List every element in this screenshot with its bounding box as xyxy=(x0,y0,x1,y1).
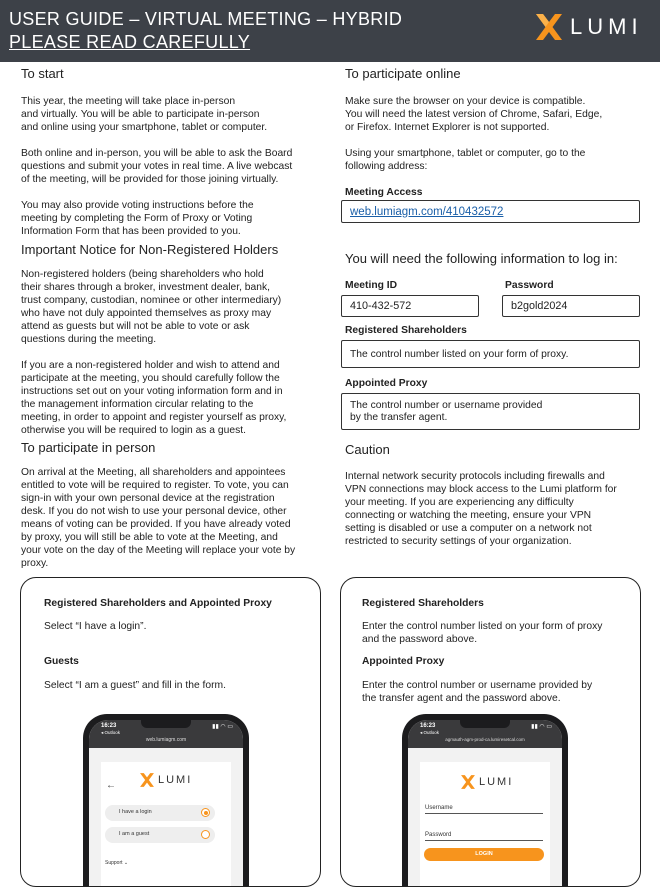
phone-lumi-logo: LUMI xyxy=(460,774,513,790)
header-banner xyxy=(0,0,660,62)
logo-text: LUMI xyxy=(570,14,643,39)
in-person-heading: To participate in person xyxy=(21,440,156,455)
card-left-title: Registered Shareholders and Appointed Proxy xyxy=(44,598,272,609)
option-have-login[interactable]: I have a login xyxy=(105,805,215,821)
card-left-text2: Select “I am a guest” and fill in the form. xyxy=(44,680,226,691)
meeting-access-box xyxy=(341,200,640,223)
notice-p1: Non-registered holders (being shareholders who hold their shares through a broker, investment dealer, bank, trust company, custodian, nominee or other intermediary) who have not duly appointed themselves as proxy may attend as guests but will not be able to vote or ask questions during the meeting. xyxy=(21,269,282,345)
notice-heading: Important Notice for Non-Registered Holders xyxy=(21,242,279,257)
card-left-guests-title: Guests xyxy=(44,656,79,667)
meeting-access-link[interactable]: web.lumiagm.com/410432572 xyxy=(350,205,504,218)
to-start-heading: To start xyxy=(21,66,64,81)
meeting-access-label: Meeting Access xyxy=(345,187,423,198)
registered-label: Registered Shareholders xyxy=(345,325,467,336)
phone-time: 16:23 xyxy=(420,723,436,729)
phone-app-right xyxy=(420,762,550,887)
username-field[interactable]: Username xyxy=(425,805,543,814)
phone-url: web.lumiagm.com xyxy=(145,737,187,743)
phone-mockup-left xyxy=(83,714,249,887)
registered-box: The control number listed on your form of proxy. xyxy=(341,340,640,368)
online-p1: Make sure the browser on your device is compatible. You will need the latest version of Chrome, Safari, Edge, or Firefox. Internet Explorer is not supported. xyxy=(345,96,603,133)
lumi-x-icon xyxy=(460,774,476,790)
password-field: b2gold2024 xyxy=(502,295,640,317)
lumi-x-icon xyxy=(139,772,155,788)
phone-time: 16:23 xyxy=(101,723,117,729)
phone-mockup-right xyxy=(402,714,568,887)
phone-lumi-logo: LUMI xyxy=(139,772,192,788)
to-start-p1: This year, the meeting will take place in-person and virtually. You will be able to participate in-person and online using your smartphone, tablet or computer. xyxy=(21,96,268,133)
left-instruction-card xyxy=(20,577,321,887)
caution-section xyxy=(345,442,645,548)
proxy-box: The control number or username provided by the transfer agent. xyxy=(341,393,640,430)
in-person-p1: On arrival at the Meeting, all shareholders and appointees entitled to vote will be required to register. To vote, you can sign-in with your own personal device at the registration desk. If you do not wish to use your personal device, other means of voting can be provided. If you have already voted by proxy, you will still be able to vote at the Meeting, and your vote on the day of the Meeting will replace your vote by proxy. xyxy=(21,467,296,569)
lumi-x-icon xyxy=(534,12,564,42)
caution-heading: Caution xyxy=(345,442,390,457)
option-guest[interactable]: I am a guest xyxy=(105,827,215,843)
page-title: USER GUIDE – VIRTUAL MEETING – HYBRID xyxy=(9,9,403,29)
to-start-p3: You may also provide voting instructions before the meeting by completing the Form of Proxy or Voting Information Form that has been provided to you. xyxy=(21,200,254,237)
chevron-down-icon: ⌄ xyxy=(123,860,129,866)
to-start-p2: Both online and in-person, you will be able to ask the Board questions and submit your votes in real time. A live webcast of the meeting, will be provided for those joining virtually. xyxy=(21,148,293,185)
phone-back: ◂ Outlook xyxy=(420,730,440,735)
signal-icon: ▮▮ ◠ ▭ xyxy=(212,724,233,730)
left-column xyxy=(21,66,321,570)
signal-icon: ▮▮ ◠ ▭ xyxy=(531,724,552,730)
caution-p1: Internal network security protocols including firewalls and VPN connections may block access to the Lumi platform for your meeting. If you are experiencing any difficulty connecting or watching the meeting, ensure your VPN setting is disabled or use a computer on a network not restricted to security settings of your organization. xyxy=(345,471,617,547)
card-right-proxy-title: Appointed Proxy xyxy=(362,656,445,667)
phone-back: ◂ Outlook xyxy=(101,730,121,735)
phone-app-left xyxy=(101,762,231,887)
back-arrow-icon[interactable]: ← xyxy=(106,780,116,791)
card-right-title: Registered Shareholders xyxy=(362,598,484,609)
notice-p2: If you are a non-registered holder and wish to attend and participate at the meeting, you should carefully follow the instructions set out on your voting information form and in the management information circular relating to the meeting, in order to appoint and register yourself as proxy, otherwise you will be required to login as a guest. xyxy=(21,360,287,436)
proxy-label: Appointed Proxy xyxy=(345,378,428,389)
phone-url: agmauth-agm-prod-ca.lumiresetcal.com xyxy=(445,737,525,742)
meeting-id-label: Meeting ID xyxy=(345,280,398,291)
online-heading: To participate online xyxy=(345,66,461,81)
lumi-logo xyxy=(534,10,643,44)
password-input[interactable]: Password xyxy=(425,832,543,841)
support-link[interactable]: Support ⌄ xyxy=(105,860,129,866)
right-instruction-card xyxy=(340,577,641,887)
card-right-text2: Enter the control number or username provided by the transfer agent and the password above. xyxy=(362,680,593,704)
password-label: Password xyxy=(505,280,554,291)
online-p2: Using your smartphone, tablet or computer, go to the following address: xyxy=(345,148,586,172)
page-subtitle: PLEASE READ CAREFULLY xyxy=(9,32,251,52)
right-column xyxy=(345,66,645,199)
radio-selected-icon[interactable] xyxy=(201,808,210,817)
login-heading: You will need the following information to log in: xyxy=(345,251,618,266)
card-right-text1: Enter the control number listed on your form of proxy and the password above. xyxy=(362,621,603,645)
radio-empty-icon[interactable] xyxy=(201,830,210,839)
login-button[interactable]: LOGIN xyxy=(424,848,544,861)
card-left-text1: Select “I have a login”. xyxy=(44,621,147,632)
meeting-id-field: 410-432-572 xyxy=(341,295,479,317)
